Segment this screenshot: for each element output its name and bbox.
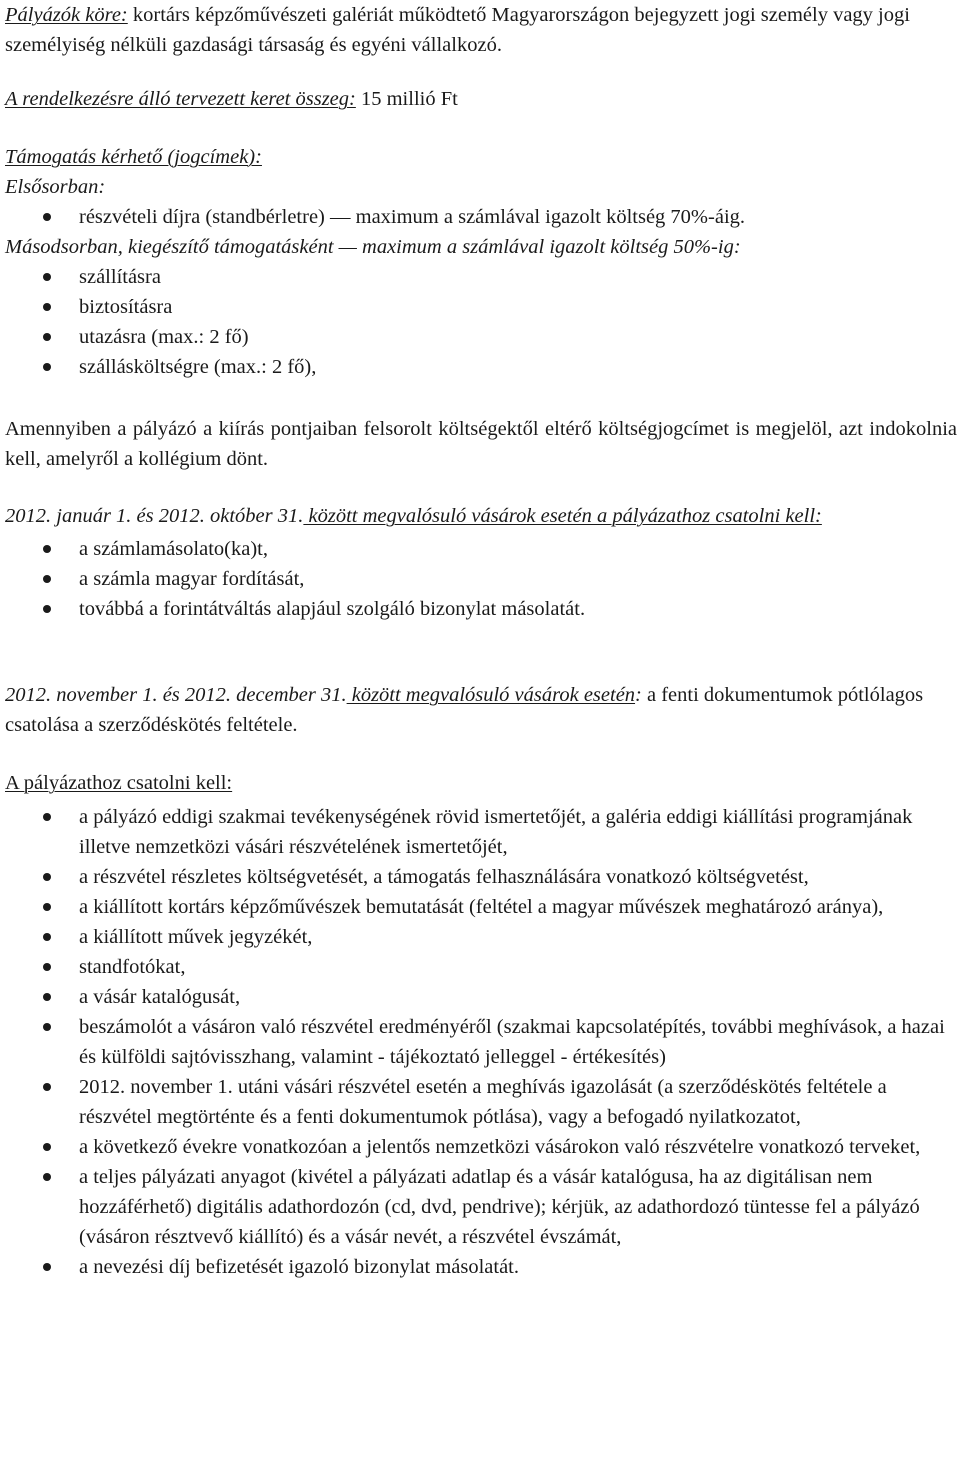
bullet-icon [43,1173,51,1181]
list-item: a teljes pályázati anyagot (kivétel a pályázati adatlap és a vásár katalógusa, ha az digitálisan nem hozzáférhető) digitális adathordozón (cd, dvd, pendrive); kérjük, az adathordozó tüntesse fel a pályázó (vásáron résztvevő kiállító) és a vásár nevét, a részvétel évszámát, [5,1162,957,1252]
bullet-icon [43,273,51,281]
period2-dates: 2012. november 1. és 2012. december 31. [5,684,347,706]
other-costs-text: Amennyiben a pályázó a kiírás pontjaiban felsorolt költségektől eltérő költségjogcímet is megjelöl, azt indokolnia kell, amelyről a kollégium dönt. [5,418,957,470]
list-item: a nevezési díj befizetését igazoló bizonylat másolatát. [5,1252,957,1282]
list-item: a pályázó eddigi szakmai tevékenységének rövid ismertetőjét, a galéria eddigi kiállítási programjának illetve nemzetközi vásári részvételének ismertetőjét, [5,802,957,862]
list-item: a vásár katalógusát, [5,982,957,1012]
budget-text: 15 millió Ft [355,88,458,110]
bullet-icon [43,303,51,311]
period2-colon: : [635,684,642,706]
budget-label: A rendelkezésre álló tervezett keret összeg: [5,88,356,110]
bullet-icon [43,575,51,583]
period1-label: között megvalósuló vásárok esetén a pályázathoz csatolni kell: [303,505,822,527]
bullet-icon [43,813,51,821]
period1-list [5,534,957,624]
list-item: szállításra [5,262,957,292]
support-secondary-list [5,262,957,382]
period1-dates: 2012. január 1. és 2012. október 31. [5,505,304,527]
attachments-section [5,768,957,1282]
bullet-icon [43,963,51,971]
bullet-icon [43,213,51,221]
bullet-icon [43,545,51,553]
bullet-icon [43,1143,51,1151]
bullet-icon [43,993,51,1001]
list-item: a kiállított művek jegyzékét, [5,922,957,952]
period2-paragraph [5,680,957,740]
list-item: standfotókat, [5,952,957,982]
applicants-text: kortárs képzőművészeti galériát működtető Magyarországon bejegyzett jogi személy vagy jogi személyiség nélküli gazdasági társaság és egyéni vállalkozó. [5,4,910,56]
support-title: Támogatás kérhető (jogcímek): [5,146,262,168]
support-secondary-label: Másodsorban, kiegészítő támogatásként — maximum a számlával igazolt költség 50%-ig: [5,236,741,258]
applicants-paragraph [5,0,957,60]
bullet-icon [43,333,51,341]
list-item: részvételi díjra (standbérletre) — maximum a számlával igazolt költség 70%-áig. [5,202,957,232]
attachments-title: A pályázathoz csatolni kell: [5,772,233,794]
attachments-list [5,802,957,1282]
list-item: beszámolót a vásáron való részvétel eredményéről (szakmai kapcsolatépítés, további meghívások, a hazai és külföldi sajtóvisszhang, valamint - tájékoztató jelleggel - értékesítés) [5,1012,957,1072]
bullet-icon [43,1083,51,1091]
period2-label: között megvalósuló vásárok esetén [346,684,636,706]
list-item: 2012. november 1. utáni vásári részvétel esetén a meghívás igazolását (a szerződéskötés feltétele a részvétel megtörténte és a fenti dokumentumok pótlása), vagy a befogadó nyilatkozatot, [5,1072,957,1132]
list-item: a következő évekre vonatkozóan a jelentős nemzetközi vásárokon való részvételre vonatkozó terveket, [5,1132,957,1162]
period2-text: a fenti dokumentumok pótlólagos csatolása a szerződéskötés feltétele. [5,684,924,736]
support-primary-label: Elsősorban: [5,176,106,198]
bullet-icon [43,1023,51,1031]
list-item: utazásra (max.: 2 fő) [5,322,957,352]
applicants-label: Pályázók köre: [5,4,128,26]
bullet-icon [43,933,51,941]
list-item: a kiállított kortárs képzőművészek bemutatását (feltétel a magyar művészek meghatározó aránya), [5,892,957,922]
bullet-icon [43,873,51,881]
list-item: szállásköltségre (max.: 2 fő), [5,352,957,382]
budget-paragraph [5,84,957,114]
list-item: a számla magyar fordítását, [5,564,957,594]
bullet-icon [43,903,51,911]
list-item: továbbá a forintátváltás alapjául szolgáló bizonylat másolatát. [5,594,957,624]
period1-section [5,501,957,624]
support-primary-list [5,202,957,232]
bullet-icon [43,363,51,371]
bullet-icon [43,605,51,613]
list-item: a részvétel részletes költségvetését, a támogatás felhasználására vonatkozó költségvetést, [5,862,957,892]
support-section [5,142,957,382]
bullet-icon [43,1263,51,1271]
list-item: a számlamásolato(ka)t, [5,534,957,564]
list-item: biztosításra [5,292,957,322]
other-costs-paragraph [5,414,957,474]
